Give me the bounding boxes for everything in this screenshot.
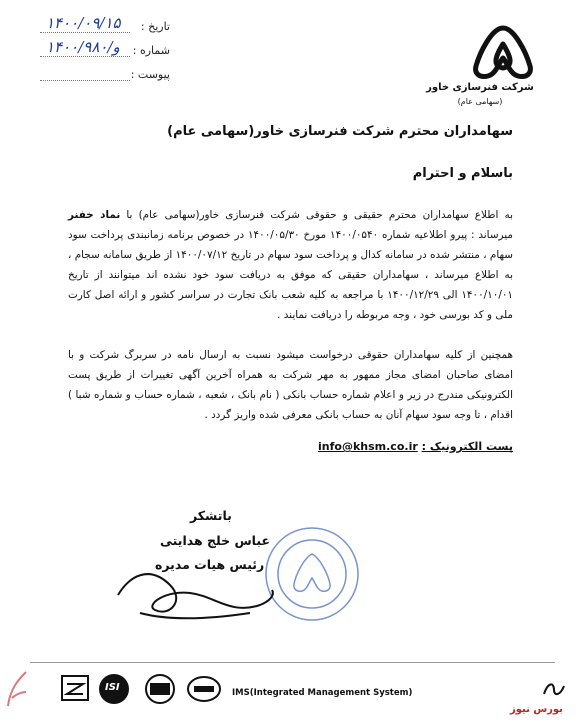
watermark-logo-icon [4, 668, 30, 710]
attachment-label: پیوست : [130, 68, 170, 81]
signer-title: رئیس هیات مدیره [155, 557, 265, 572]
date-dotted-line [40, 32, 130, 33]
closing-thanks: باتشکر [190, 508, 232, 523]
certification-badge-icon [60, 672, 90, 706]
number-dotted-line [40, 56, 130, 57]
corner-mark-icon [540, 678, 568, 700]
attachment-dotted-line [40, 80, 130, 81]
number-label: شماره : [132, 44, 170, 57]
signer-name: عباس خلج هدایتی [160, 533, 271, 548]
company-name: شرکت فنرسازی خاور [426, 82, 534, 93]
date-label: تاریخ : [140, 20, 170, 33]
paragraph-2-body: همچنین از کلیه سهامداران حقوقی درخواست میشود نسبت به ارسال نامه در سربرگ شرکت و با امضای صاحبان امضای مجاز ممهور به مهر شرکت به همراه آخرین آگهی تغییرات از طریق پست الکترونیکی مندرج در زیر و اعلام شماره حساب بانکی ( نام بانک ، شعبه ، شماره حساب و شماره شبا ) اقدام ، تا وجه سود سهام آنان به حساب بانکی معرفی شده واریز گردد . [68, 349, 513, 421]
email-line [318, 440, 513, 453]
recipient-heading: سهامداران محترم شرکت فنرسازی خاور(سهامی عام) [167, 124, 513, 139]
number-row [40, 38, 170, 60]
paragraph-1-intro: به اطلاع سهامداران محترم حقیقی و حقوقی شرکت فنرسازی خاور(سهامی عام) با [126, 209, 513, 221]
isi-badge-label: ISI [105, 682, 120, 693]
number-value: ۱۴۰۰/و/۹۸۰ [46, 38, 120, 56]
company-logo-icon [470, 22, 536, 82]
greeting: باسلام و احترام [412, 166, 513, 181]
date-value: ۱۴۰۰/۰۹/۱۵ [46, 14, 121, 32]
date-row [40, 14, 170, 36]
ims-label: IMS(Integrated Management System) [232, 688, 413, 698]
paragraph-1 [68, 205, 513, 325]
iqnet-cert-icon [186, 672, 222, 706]
email-label: پست الکترونیک : [421, 440, 513, 453]
paragraph-2 [68, 345, 513, 425]
attachment-row [40, 62, 170, 84]
stock-symbol: نماد خفنر [68, 209, 121, 221]
company-type: (سهامی عام) [457, 97, 503, 106]
quality-cert-icon [142, 672, 178, 706]
brand-watermark: بورس نیوز [510, 704, 563, 715]
paragraph-1-body: میرساند : پیرو اطلاعیه شماره ۱۴۰۰/۰۵۴۰ مورخ ۱۴۰۰/۰۵/۳۰ در خصوص برنامه زمانبندی پرداخت سود سهام ، منتشر شده در سامانه کدال و پرداخت سود سهام در تاریخ ۱۴۰۰/۰۷/۱۲ از طریق سامانه سجام ، به اطلاع میرساند ، سهامداران حقیقی که موفق به دریافت سود خود نشده اند میتوانند از تاریخ ۱۴۰۰/۱۰/۰۱ الی ۱۴۰۰/۱۲/۲۹ با مراجعه به کلیه شعب بانک تجارت در سراسر کشور و ارائه اصل کارت ملی و کد بورسی خود ، وجه مربوطه را دریافت نمایند . [68, 229, 513, 321]
isi-badge [96, 672, 132, 706]
email-link[interactable]: info@khsm.co.ir [318, 440, 418, 453]
footer-divider [30, 662, 555, 663]
